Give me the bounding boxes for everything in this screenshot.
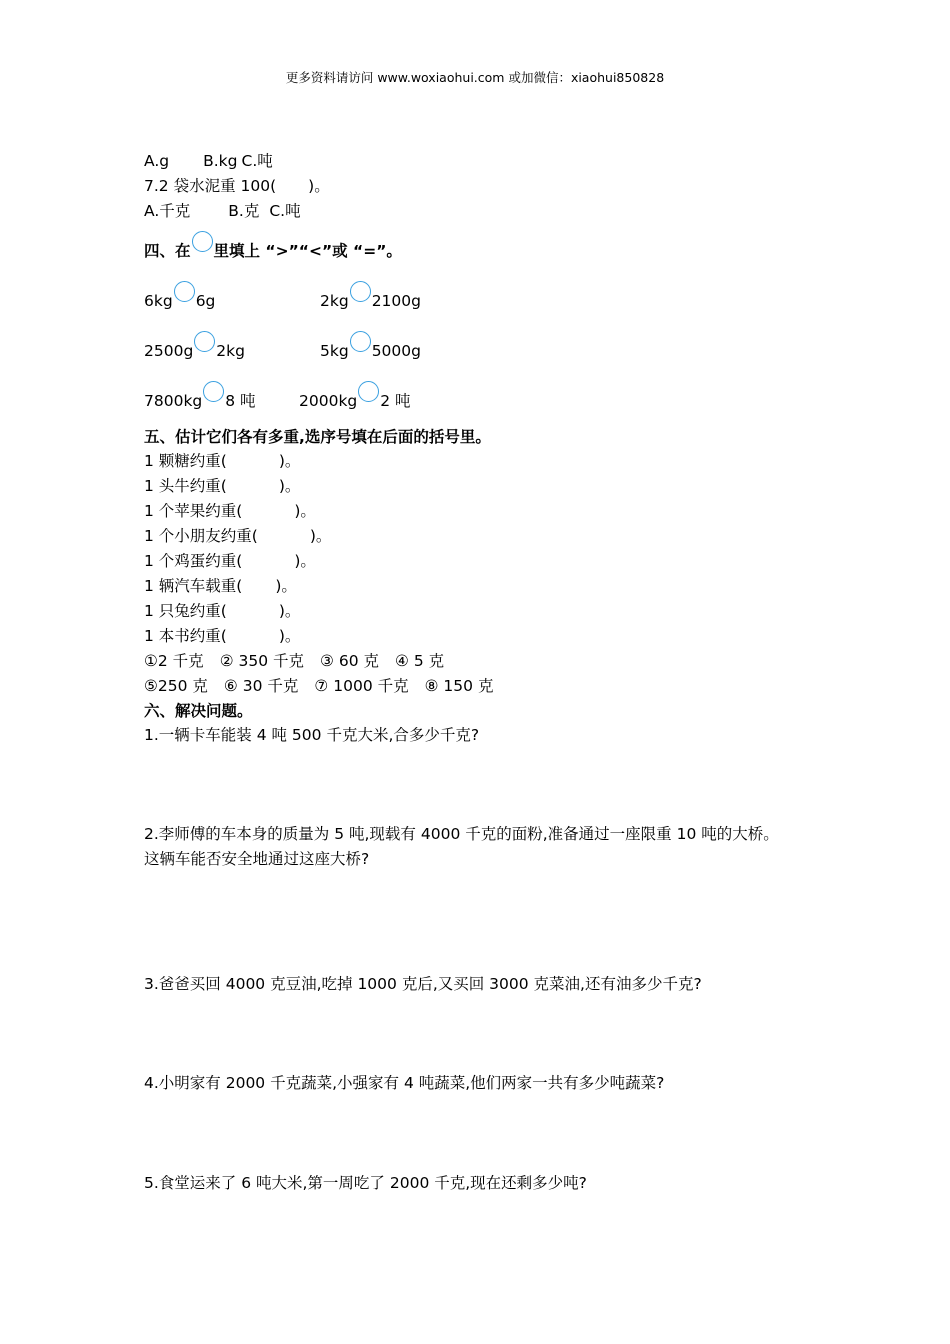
estimate-item: 1 个小朋友约重( )。 <box>144 527 332 545</box>
option-b: B.克 <box>228 202 260 220</box>
compare-item: 6kg 6g <box>144 281 215 303</box>
section-5-title: 五、估计它们各有多重,选序号填在后面的括号里。 <box>144 428 491 446</box>
problem-5: 5.食堂运来了 6 吨大米,第一周吃了 2000 千克,现在还剩多少吨? <box>144 1174 587 1192</box>
compare-item: 2500g 2kg <box>144 331 245 353</box>
option-c: C.吨 <box>241 152 273 170</box>
problem-2: 2.李师傅的车本身的质量为 5 吨,现载有 4000 千克的面粉,准备通过一座限重 10 吨的大桥。 <box>144 825 779 843</box>
compare-circle[interactable] <box>174 281 195 302</box>
page-header: 更多资料请访问 www.woxiaohui.com 或加微信：xiaohui850828 <box>285 70 665 85</box>
option-list-row-2: ⑤250 克 ⑥ 30 千克 ⑦ 1000 千克 ⑧ 150 克 <box>144 677 494 695</box>
estimate-item: 1 个鸡蛋约重( )。 <box>144 552 316 570</box>
problem-2-continued: 这辆车能否安全地通过这座大桥? <box>144 850 370 868</box>
compare-circle[interactable] <box>358 381 379 402</box>
q6-options <box>144 150 273 172</box>
estimate-item: 1 头牛约重( )。 <box>144 477 301 495</box>
compare-circle[interactable] <box>350 281 371 302</box>
problem-1: 1.一辆卡车能装 4 吨 500 千克大米,合多少千克? <box>144 726 480 744</box>
circle-blank-icon <box>192 231 213 252</box>
option-list-row-1: ①2 千克 ② 350 千克 ③ 60 克 ④ 5 克 <box>144 652 445 670</box>
estimate-item: 1 只兔约重( )。 <box>144 602 301 620</box>
option-c: C.吨 <box>269 202 301 220</box>
estimate-item: 1 颗糖约重( )。 <box>144 452 301 470</box>
option-a: A.千克 <box>144 202 191 220</box>
q7-options <box>144 200 301 222</box>
compare-circle[interactable] <box>350 331 371 352</box>
compare-circle[interactable] <box>203 381 224 402</box>
option-a: A.g <box>144 152 170 170</box>
compare-item: 5kg 5000g <box>320 331 421 353</box>
estimate-item: 1 辆汽车载重( )。 <box>144 577 297 595</box>
compare-item: 7800kg 8 吨 <box>144 381 256 403</box>
q7-stem-post: )。 <box>308 177 330 195</box>
question-7 <box>144 175 330 197</box>
section-6-title: 六、解决问题。 <box>144 702 253 720</box>
q7-stem-pre: 7.2 袋水泥重 100( <box>144 177 277 195</box>
compare-item: 2kg 2100g <box>320 281 421 303</box>
section-4-title: 四、在 里填上 “>”“<”或 “=”。 <box>144 231 402 253</box>
problem-3: 3.爸爸买回 4000 克豆油,吃掉 1000 克后,又买回 3000 克菜油,还有油多少千克? <box>144 975 702 993</box>
problem-4: 4.小明家有 2000 千克蔬菜,小强家有 4 吨蔬菜,他们两家一共有多少吨蔬菜? <box>144 1074 665 1092</box>
compare-circle[interactable] <box>194 331 215 352</box>
compare-item: 2000kg 2 吨 <box>299 381 411 403</box>
estimate-item: 1 本书约重( )。 <box>144 627 301 645</box>
option-b: B.kg <box>203 152 238 170</box>
estimate-item: 1 个苹果约重( )。 <box>144 502 316 520</box>
